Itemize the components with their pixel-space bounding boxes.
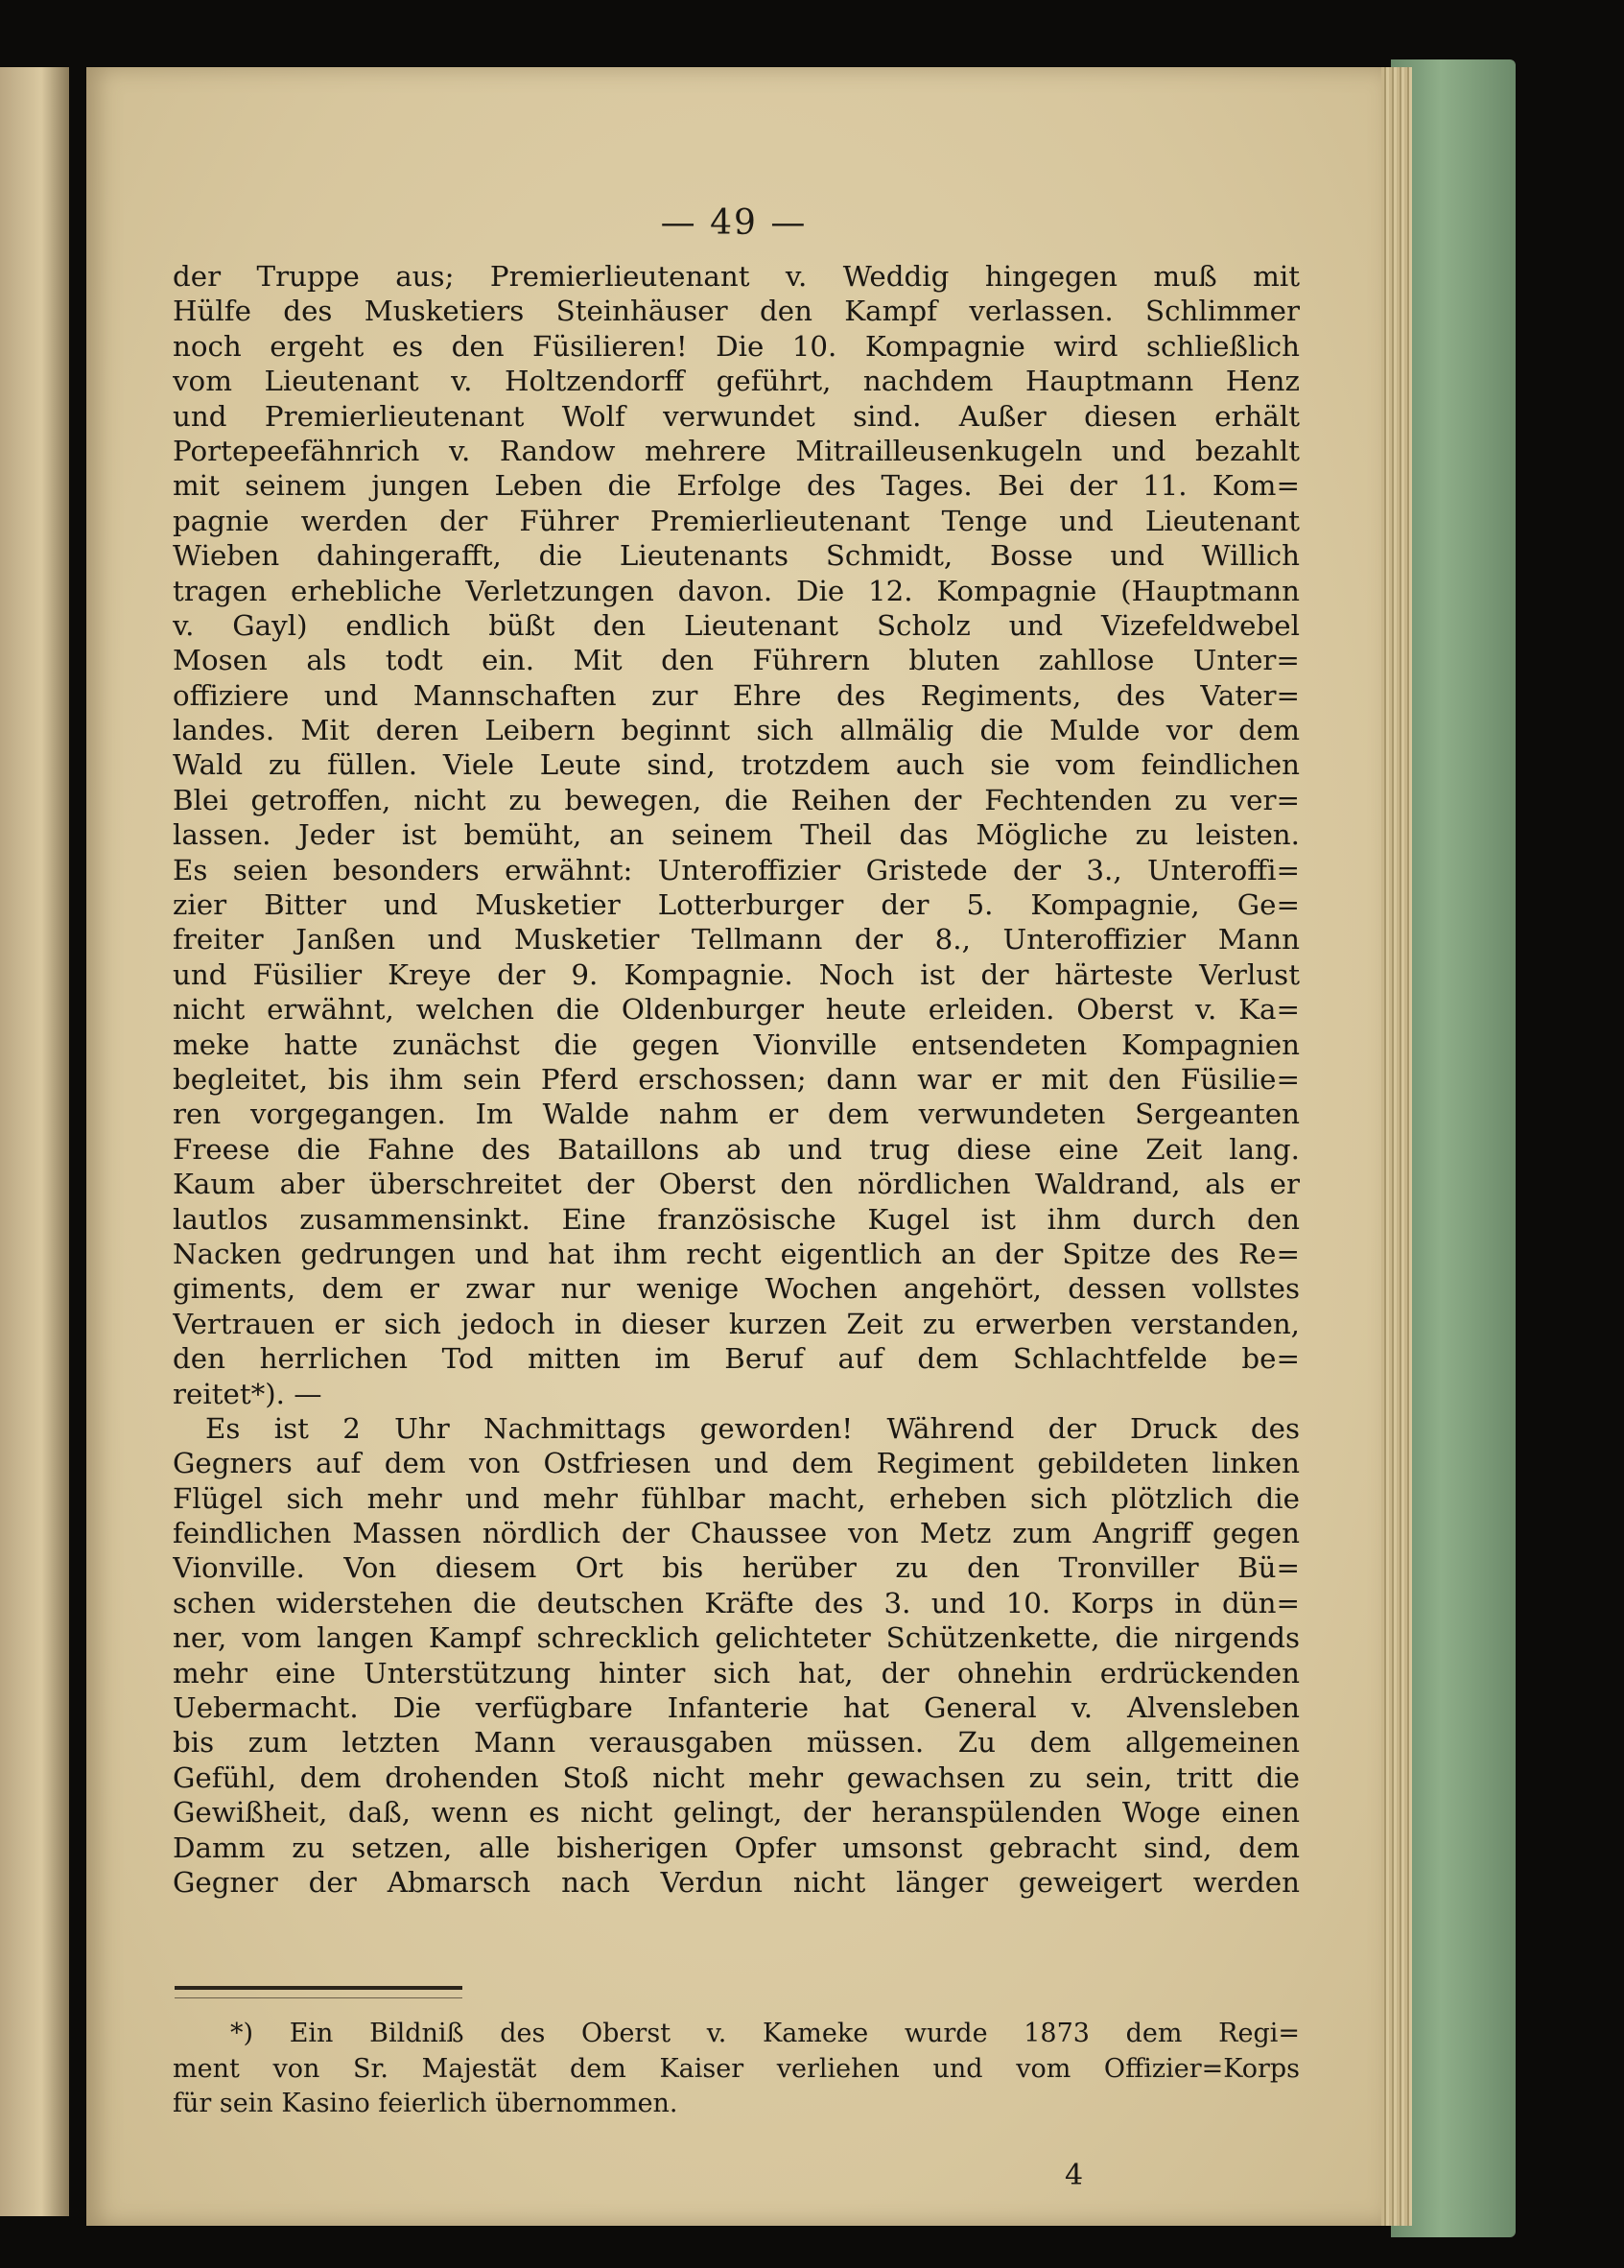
text-line: Wieben dahingerafft, die Lieutenants Schmidt, Bosse und Willich: [173, 539, 1300, 573]
text-line: ner, vom langen Kampf schrecklich gelichteter Schützenkette, die nirgends: [173, 1621, 1300, 1655]
text-line: Blei getroffen, nicht zu bewegen, die Reihen der Fechtenden zu ver=: [173, 783, 1300, 816]
text-line: lautlos zusammensinkt. Eine französische Kugel ist ihm durch den: [173, 1202, 1300, 1236]
text-line: mit seinem jungen Leben die Erfolge des Tages. Bei der 11. Kom=: [173, 469, 1300, 503]
text-line: nicht erwähnt, welchen die Oldenburger heute erleiden. Oberst v. Ka=: [173, 993, 1300, 1027]
text-line: v. Gayl) endlich büßt den Lieutenant Scholz und Vizefeldwebel: [173, 608, 1300, 642]
text-line: mehr eine Unterstützung hinter sich hat, der ohnehin erdrückenden: [173, 1656, 1300, 1689]
text-line: begleitet, bis ihm sein Pferd erschossen; dann war er mit den Füsilie=: [173, 1062, 1300, 1096]
footnote-line: *) Ein Bildniß des Oberst v. Kameke wurde 1873 dem Regi=: [230, 2019, 1300, 2048]
facing-page-edge: [0, 67, 69, 2216]
text-line: feindlichen Massen nördlich der Chaussee von Metz zum Angriff gegen: [173, 1517, 1300, 1550]
text-line: Es seien besonders erwähnt: Unteroffizier Gristede der 3., Unteroffi=: [173, 853, 1300, 886]
text-line: den herrlichen Tod mitten im Beruf auf dem Schlachtfelde be=: [173, 1342, 1300, 1376]
footnote-rule-thin: [175, 1997, 462, 1998]
text-line: giments, dem er zwar nur wenige Wochen angehört, dessen vollstes: [173, 1272, 1300, 1306]
text-line: meke hatte zunächst die gegen Vionville entsendeten Kompagnien: [173, 1028, 1300, 1061]
text-line: zier Bitter und Musketier Lotterburger der 5. Kompagnie, Ge=: [173, 888, 1300, 922]
footnote: [173, 2017, 1300, 2122]
text-line: Mosen als todt ein. Mit den Führern bluten zahllose Unter=: [173, 644, 1300, 677]
text-line: Kaum aber überschreitet der Oberst den nördlichen Waldrand, als er: [173, 1168, 1300, 1201]
text-line: vom Lieutenant v. Holtzendorff geführt, nachdem Hauptmann Henz: [173, 365, 1300, 398]
footnote-line: ment von Sr. Majestät dem Kaiser verliehen und vom Offizier=Korps: [173, 2053, 1300, 2084]
text-line: und Premierlieutenant Wolf verwundet sind. Außer diesen erhält: [173, 399, 1300, 433]
text-line: freiter Janßen und Musketier Tellmann der 8., Unteroffizier Mann: [173, 923, 1300, 957]
text-line: Gewißheit, daß, wenn es nicht gelingt, der heranspülenden Woge einen: [173, 1796, 1300, 1830]
body-text: [173, 259, 1300, 1976]
text-line: Vertrauen er sich jedoch in dieser kurzen Zeit zu erwerben verstanden,: [173, 1307, 1300, 1340]
text-line: landes. Mit deren Leibern beginnt sich allmälig die Mulde vor dem: [173, 714, 1300, 747]
book-page: [86, 67, 1381, 2226]
text-line: Gegners auf dem von Ostfriesen und dem Regiment gebildeten linken: [173, 1447, 1300, 1480]
text-line: tragen erhebliche Verletzungen davon. Die 12. Kompagnie (Hauptmann: [173, 574, 1300, 607]
text-line: offiziere und Mannschaften zur Ehre des Regiments, des Vater=: [173, 678, 1300, 712]
text-line: und Füsilier Kreye der 9. Kompagnie. Noch ist der härteste Verlust: [173, 957, 1300, 991]
text-line: noch ergeht es den Füsilieren! Die 10. Kompagnie wird schließlich: [173, 329, 1300, 363]
footnote-line: für sein Kasino feierlich übernommen.: [173, 2089, 678, 2119]
text-line: Hülfe des Musketiers Steinhäuser den Kampf verlassen. Schlimmer: [173, 295, 1300, 328]
text-line: schen widerstehen die deutschen Kräfte des 3. und 10. Korps in dün=: [173, 1586, 1300, 1619]
text-line: Es ist 2 Uhr Nachmittags geworden! Während der Druck des: [205, 1411, 1300, 1445]
text-line: Freese die Fahne des Bataillons ab und trug diese eine Zeit lang.: [173, 1132, 1300, 1166]
text-line: pagnie werden der Führer Premierlieutenant Tenge und Lieutenant: [173, 504, 1300, 537]
signature-mark: 4: [1065, 2159, 1084, 2192]
text-line: bis zum letzten Mann verausgaben müssen. Zu dem allgemeinen: [173, 1726, 1300, 1760]
text-line: ren vorgegangen. Im Walde nahm er dem verwundeten Sergeanten: [173, 1098, 1300, 1131]
page-number: — 49 —: [660, 203, 808, 243]
text-line: Uebermacht. Die verfügbare Infanterie hat General v. Alvensleben: [173, 1691, 1300, 1725]
text-line: Flügel sich mehr und mehr fühlbar macht, erheben sich plötzlich die: [173, 1481, 1300, 1515]
text-line: Gefühl, dem drohenden Stoß nicht mehr gewachsen zu sein, tritt die: [173, 1760, 1300, 1794]
text-line: reitet*). —: [173, 1377, 322, 1410]
text-line: Nacken gedrungen und hat ihm recht eigentlich an der Spitze des Re=: [173, 1237, 1300, 1270]
footnote-rule: [175, 1986, 462, 1990]
text-line: lassen. Jeder ist bemüht, an seinem Theil das Mögliche zu leisten.: [173, 818, 1300, 852]
text-line: Gegner der Abmarsch nach Verdun nicht länger geweigert werden: [173, 1865, 1300, 1899]
text-line: Vionville. Von diesem Ort bis herüber zu den Tronviller Bü=: [173, 1551, 1300, 1585]
text-line: der Truppe aus; Premierlieutenant v. Weddig hingegen muß mit: [173, 260, 1300, 293]
text-line: Wald zu füllen. Viele Leute sind, trotzdem auch sie vom feindlichen: [173, 748, 1300, 782]
text-line: Damm zu setzen, alle bisherigen Opfer umsonst gebracht sind, dem: [173, 1831, 1300, 1864]
text-line: Portepeefähnrich v. Randow mehrere Mitrailleusenkugeln und bezahlt: [173, 434, 1300, 467]
